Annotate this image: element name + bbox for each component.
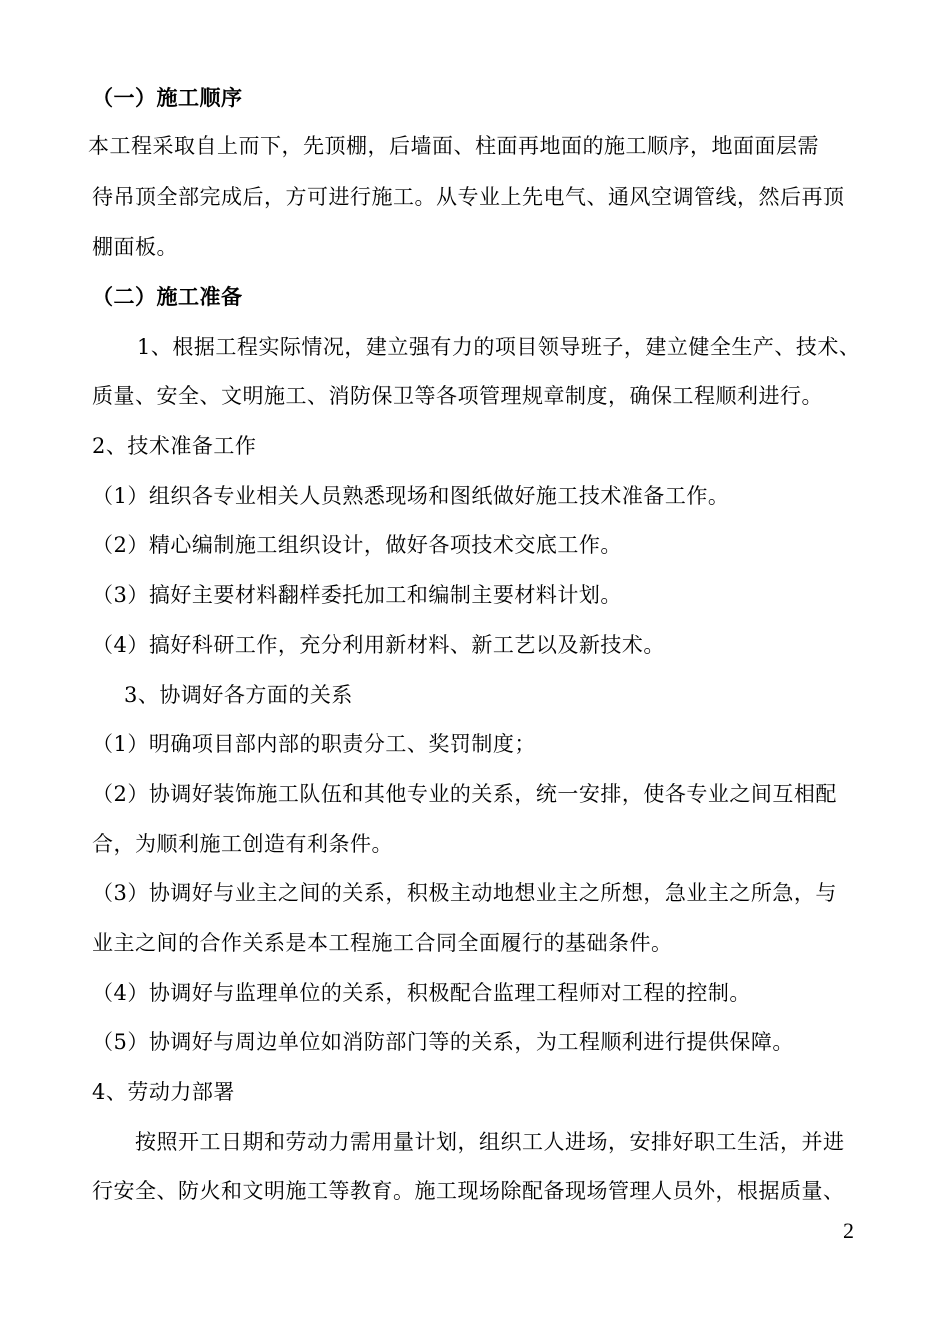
- list-item: （2）精心编制施工组织设计，做好各项技术交底工作。: [92, 533, 622, 557]
- paragraph-line: 行安全、防火和文明施工等教育。施工现场除配备现场管理人员外，根据质量、: [92, 1179, 845, 1203]
- section-heading-construction-sequence: （一）施工顺序: [92, 85, 243, 110]
- list-item: （1）明确项目部内部的职责分工、奖罚制度；: [92, 732, 536, 756]
- list-item: 业主之间的合作关系是本工程施工合同全面履行的基础条件。: [92, 931, 673, 955]
- paragraph-line: 本工程采取自上而下，先顶棚，后墙面、柱面再地面的施工顺序，地面面层需: [88, 134, 819, 158]
- subsection-title: 2、技术准备工作: [92, 434, 257, 458]
- paragraph-line: 按照开工日期和劳动力需用量计划，组织工人进场，安排好职工生活，并进: [135, 1130, 845, 1154]
- subsection-title: 3、协调好各方面的关系: [124, 683, 353, 707]
- paragraph-line: 质量、安全、文明施工、消防保卫等各项管理规章制度，确保工程顺利进行。: [92, 384, 823, 408]
- list-item: 合，为顺利施工创造有利条件。: [92, 832, 393, 856]
- list-item: （4）协调好与监理单位的关系，积极配合监理工程师对工程的控制。: [92, 981, 751, 1005]
- list-item: （1）组织各专业相关人员熟悉现场和图纸做好施工技术准备工作。: [92, 484, 730, 508]
- paragraph-line: 棚面板。: [92, 235, 178, 259]
- list-item: （2）协调好装饰施工队伍和其他专业的关系，统一安排，使各专业之间互相配: [92, 782, 837, 806]
- list-item: （3）搞好主要材料翻样委托加工和编制主要材料计划。: [92, 583, 622, 607]
- list-item: （4）搞好科研工作，充分利用新材料、新工艺以及新技术。: [92, 633, 665, 657]
- page-number: 2: [843, 1218, 854, 1243]
- paragraph-line: 1、根据工程实际情况，建立强有力的项目领导班子，建立健全生产、技术、: [137, 335, 861, 359]
- subsection-title: 4、劳动力部署: [92, 1080, 235, 1104]
- list-item: （5）协调好与周边单位如消防部门等的关系，为工程顺利进行提供保障。: [92, 1030, 794, 1054]
- paragraph-line: 待吊顶全部完成后，方可进行施工。从专业上先电气、通风空调管线，然后再顶: [92, 185, 845, 209]
- section-heading-construction-preparation: （二）施工准备: [92, 284, 243, 309]
- list-item: （3）协调好与业主之间的关系，积极主动地想业主之所想，急业主之所急，与: [92, 881, 837, 905]
